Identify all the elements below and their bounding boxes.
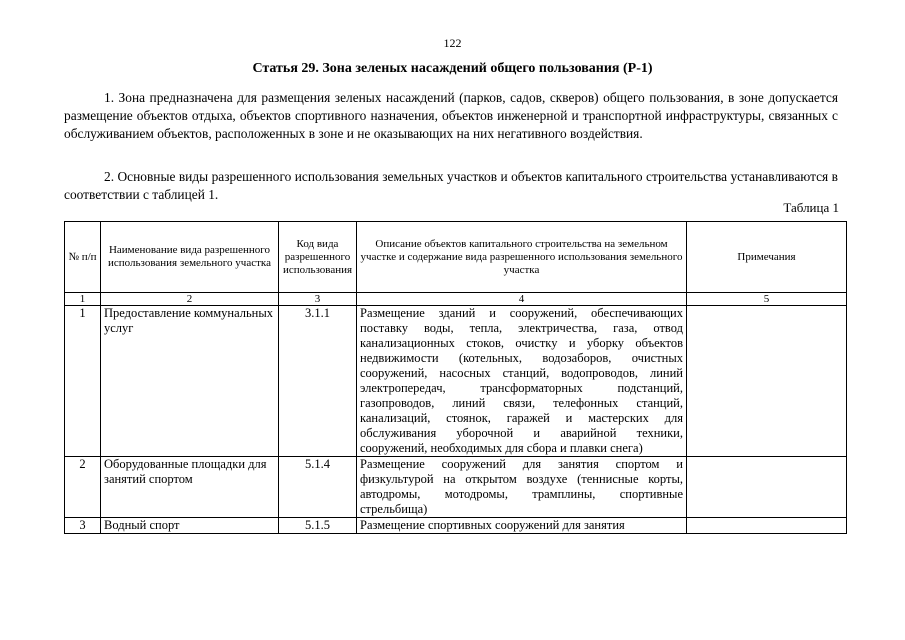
row-number: 1	[65, 306, 101, 457]
row-number: 2	[65, 457, 101, 518]
paragraph-1: 1. Зона предназначена для размещения зеленых насаждений (парков, садов, скверов) общего пользования, в зоне допускается размещение объектов отдыха, объектов спортивного назначения, объектов инженерной и транспортной инфраструктуры, связанных с обслуживанием объектов, расположенных в зоне и не оказывающих на них негативного воздействия.	[64, 90, 838, 141]
row-description: Размещение спортивных сооружений для занятия	[357, 518, 687, 534]
table-row	[65, 518, 847, 534]
header-notes: Примечания	[687, 222, 847, 293]
row-number: 3	[65, 518, 101, 534]
row-use-code: 5.1.5	[279, 518, 357, 534]
table-header-row	[65, 222, 847, 293]
row-description: Размещение зданий и сооружений, обеспечивающих поставку воды, тепла, электричества, газа, отвод канализационных стоков, очистку и уборку объектов недвижимости (котельных, водозаборов, очистных сооружений, насосных станций, водопроводов, линий электропередач, трансформаторных подстанций, газопроводов, линий связи, телефонных станций, канализаций, стоянок, гаражей и мастерских для обслуживания уборочной и аварийной техники, сооружений, необходимых для сбора и плавки снега)	[357, 306, 687, 457]
column-number: 1	[65, 293, 101, 306]
table-row	[65, 457, 847, 518]
header-number: № п/п	[65, 222, 101, 293]
article-title: Статья 29. Зона зеленых насаждений общего пользования (Р-1)	[252, 61, 653, 76]
table-caption: Таблица 1	[783, 200, 839, 215]
row-note	[687, 518, 847, 534]
row-use-name: Водный спорт	[101, 518, 279, 534]
page-number: 122	[443, 36, 462, 50]
row-use-code: 3.1.1	[279, 306, 357, 457]
table-row	[65, 306, 847, 457]
row-note	[687, 457, 847, 518]
row-description: Размещение сооружений для занятия спортом и физкультурой на открытом воздухе (теннисные корты, автодромы, мотодромы, трамплины, спортивные стрельбища)	[357, 457, 687, 518]
column-number-row	[65, 293, 847, 306]
column-number: 5	[687, 293, 847, 306]
row-use-name: Предоставление коммунальных услуг	[101, 306, 279, 457]
column-number: 2	[101, 293, 279, 306]
header-use-name: Наименование вида разрешенного использования земельного участка	[101, 222, 279, 293]
row-note	[687, 306, 847, 457]
header-use-code: Код вида разрешенного использования	[279, 222, 357, 293]
column-number: 4	[357, 293, 687, 306]
land-use-table	[64, 221, 847, 534]
row-use-name: Оборудованные площадки для занятий спортом	[101, 457, 279, 518]
row-use-code: 5.1.4	[279, 457, 357, 518]
column-number: 3	[279, 293, 357, 306]
header-description: Описание объектов капитального строительства на земельном участке и содержание вида разрешенного использования земельного участка	[357, 222, 687, 293]
paragraph-2: 2. Основные виды разрешенного использования земельных участков и объектов капитального строительства устанавливаются в соответствии с таблицей 1.	[64, 169, 838, 202]
